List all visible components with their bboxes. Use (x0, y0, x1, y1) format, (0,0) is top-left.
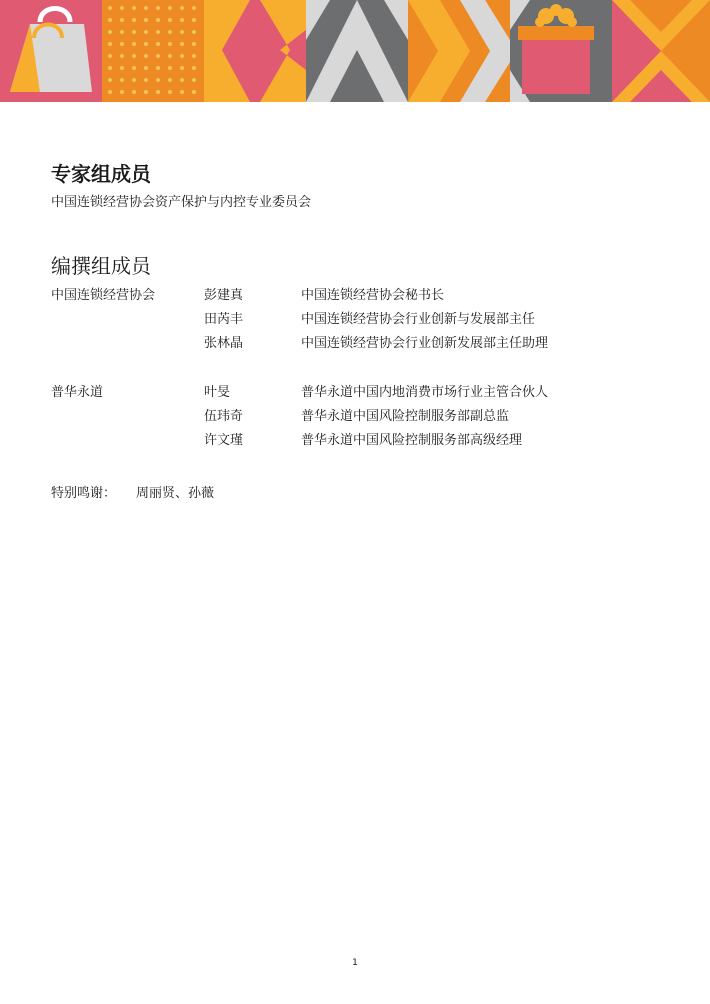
special-thanks-label: 特别鸣谢： (51, 486, 117, 501)
member-row (51, 308, 671, 332)
member-title: 普华永道中国风险控制服务部高级经理 (301, 433, 523, 448)
member-row (51, 405, 671, 429)
org-block (51, 381, 671, 453)
special-thanks-names: 周丽贤、孙薇 (136, 486, 215, 501)
acknowledgements-content (51, 160, 671, 501)
editor-group-list (51, 284, 671, 453)
member-name: 伍玮奇 (204, 409, 244, 424)
org-name: 普华永道 (51, 385, 104, 400)
member-row (51, 429, 671, 453)
member-name: 彭建真 (204, 288, 244, 303)
special-thanks (51, 484, 214, 504)
member-name: 叶旻 (204, 385, 231, 400)
org-block (51, 284, 671, 356)
member-name: 张林晶 (204, 336, 244, 351)
expert-group-member: 中国连锁经营协会资产保护与内控专业委员会 (51, 195, 312, 210)
org-name: 中国连锁经营协会 (51, 288, 156, 303)
member-title: 普华永道中国内地消费市场行业主管合伙人 (301, 385, 549, 400)
expert-group-heading: 专家组成员 (51, 162, 151, 186)
member-title: 中国连锁经营协会行业创新与发展部主任 (301, 312, 536, 327)
member-row (51, 332, 671, 356)
member-title: 普华永道中国风险控制服务部副总监 (301, 409, 510, 424)
editor-group-heading: 编撰组成员 (51, 254, 151, 278)
member-name: 田芮丰 (204, 312, 244, 327)
page-number: 1 (352, 958, 358, 968)
member-title: 中国连锁经营协会行业创新发展部主任助理 (301, 336, 549, 351)
member-row (51, 381, 671, 405)
decorative-banner-art (0, 0, 710, 102)
member-row (51, 284, 671, 308)
member-title: 中国连锁经营协会秘书长 (301, 288, 445, 303)
header-banner (0, 0, 710, 102)
member-name: 许文瑾 (204, 433, 244, 448)
